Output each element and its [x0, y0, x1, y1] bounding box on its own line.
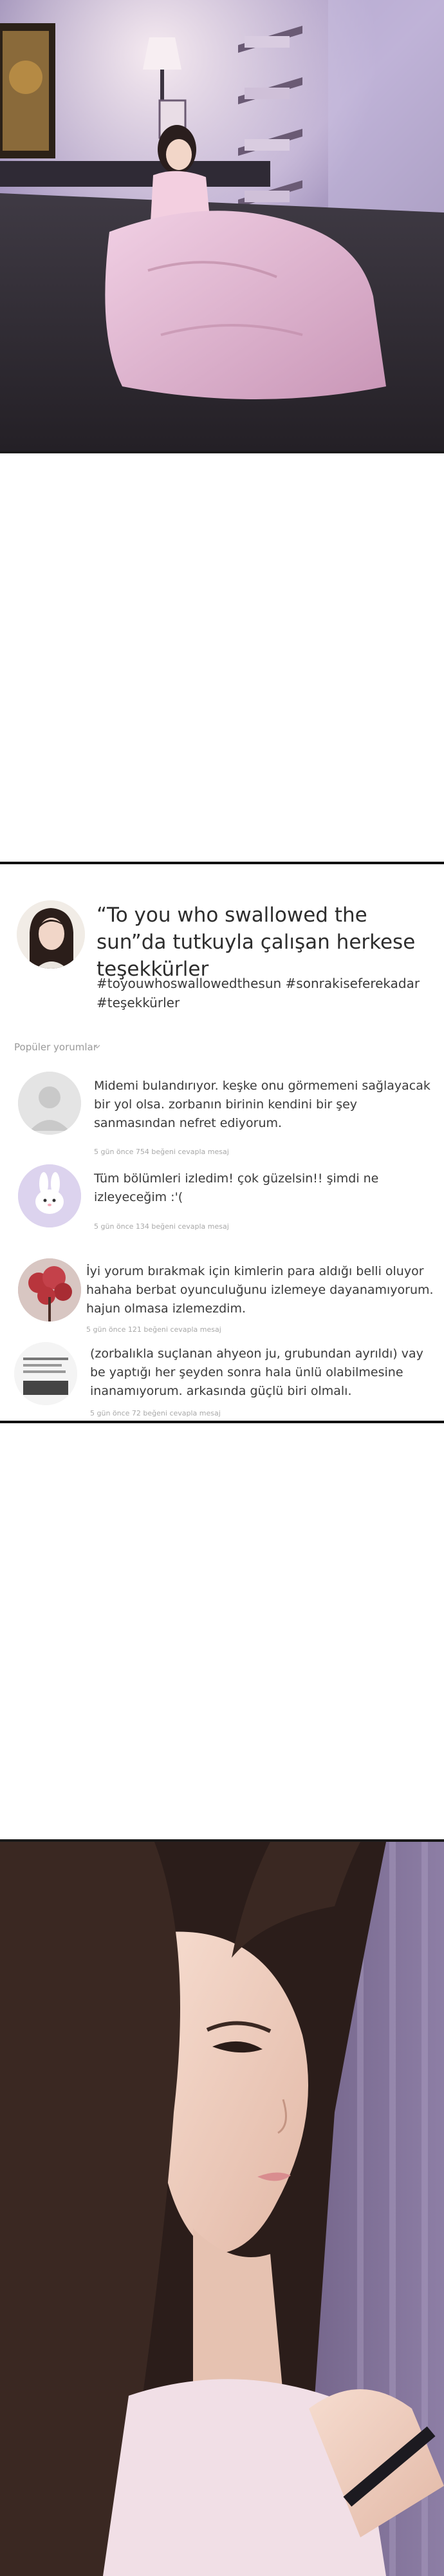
post-hashtags[interactable]: #toyouwhoswallowedthesun #sonrakiseferekadar #teşekkürler [97, 976, 420, 1010]
news-screenshot-icon [14, 1342, 77, 1405]
comment-meta[interactable]: 5 gün önce 754 beğeni cevapla mesaj [94, 1148, 229, 1156]
comment-meta[interactable]: 5 gün önce 72 beğeni cevapla mesaj [90, 1409, 221, 1417]
woman-closeup-scene [0, 1842, 444, 2576]
author-portrait [17, 900, 85, 969]
bunny-icon [18, 1164, 81, 1227]
panel-woman-illustration [0, 1842, 444, 2576]
lamp-shade [143, 37, 181, 70]
comment-text: (zorbalıkla suçlanan ahyeon ju, grubundan ayrıldı) vay be yaptığı her şeyden sonra hala ünlü olabilmesine inanamıyorum. arkasında güçlü biri olmalı. [90, 1347, 423, 1398]
comment-text: Midemi bulandırıyor. keşke onu görmemeni sağlayacak bir yol olsa. zorbanın birinin kendini bir şey sanmasından nefret ediyorum. [94, 1079, 430, 1130]
comment-meta[interactable]: 5 gün önce 121 beğeni cevapla mesaj [86, 1325, 221, 1334]
panel-divider [0, 451, 444, 453]
commenter-avatar-bunny[interactable] [18, 1164, 81, 1227]
social-post-card [0, 862, 444, 1423]
flower-tree-icon [18, 1258, 81, 1321]
comment-text: Tüm bölümleri izledim! çok güzelsin!! şimdi ne izleyeceğim :'( [94, 1171, 379, 1204]
bedroom-scene [0, 0, 444, 451]
author-avatar[interactable] [17, 900, 85, 969]
user-placeholder-icon [18, 1072, 81, 1135]
commenter-avatar-flowers[interactable] [18, 1258, 81, 1321]
popular-comments-label[interactable]: Popüler yorumlar [14, 1041, 97, 1053]
post-title: “To you who swallowed the sun”da tutkuyla çalışan herkese teşekkürler [97, 904, 416, 981]
commenter-avatar-default[interactable] [18, 1072, 81, 1135]
commenter-avatar-screenshot[interactable] [14, 1342, 77, 1405]
comment-meta[interactable]: 5 gün önce 134 beğeni cevapla mesaj [94, 1222, 229, 1231]
panel-bedroom-illustration [0, 0, 444, 451]
chevron-down-icon[interactable] [94, 1043, 100, 1050]
comment-text: İyi yorum bırakmak için kimlerin para aldığı belli oluyor hahaha berbat oyunculuğunu izlemeye dayanamıyorum. hajun olmasa izlemezdim. [86, 1264, 434, 1316]
